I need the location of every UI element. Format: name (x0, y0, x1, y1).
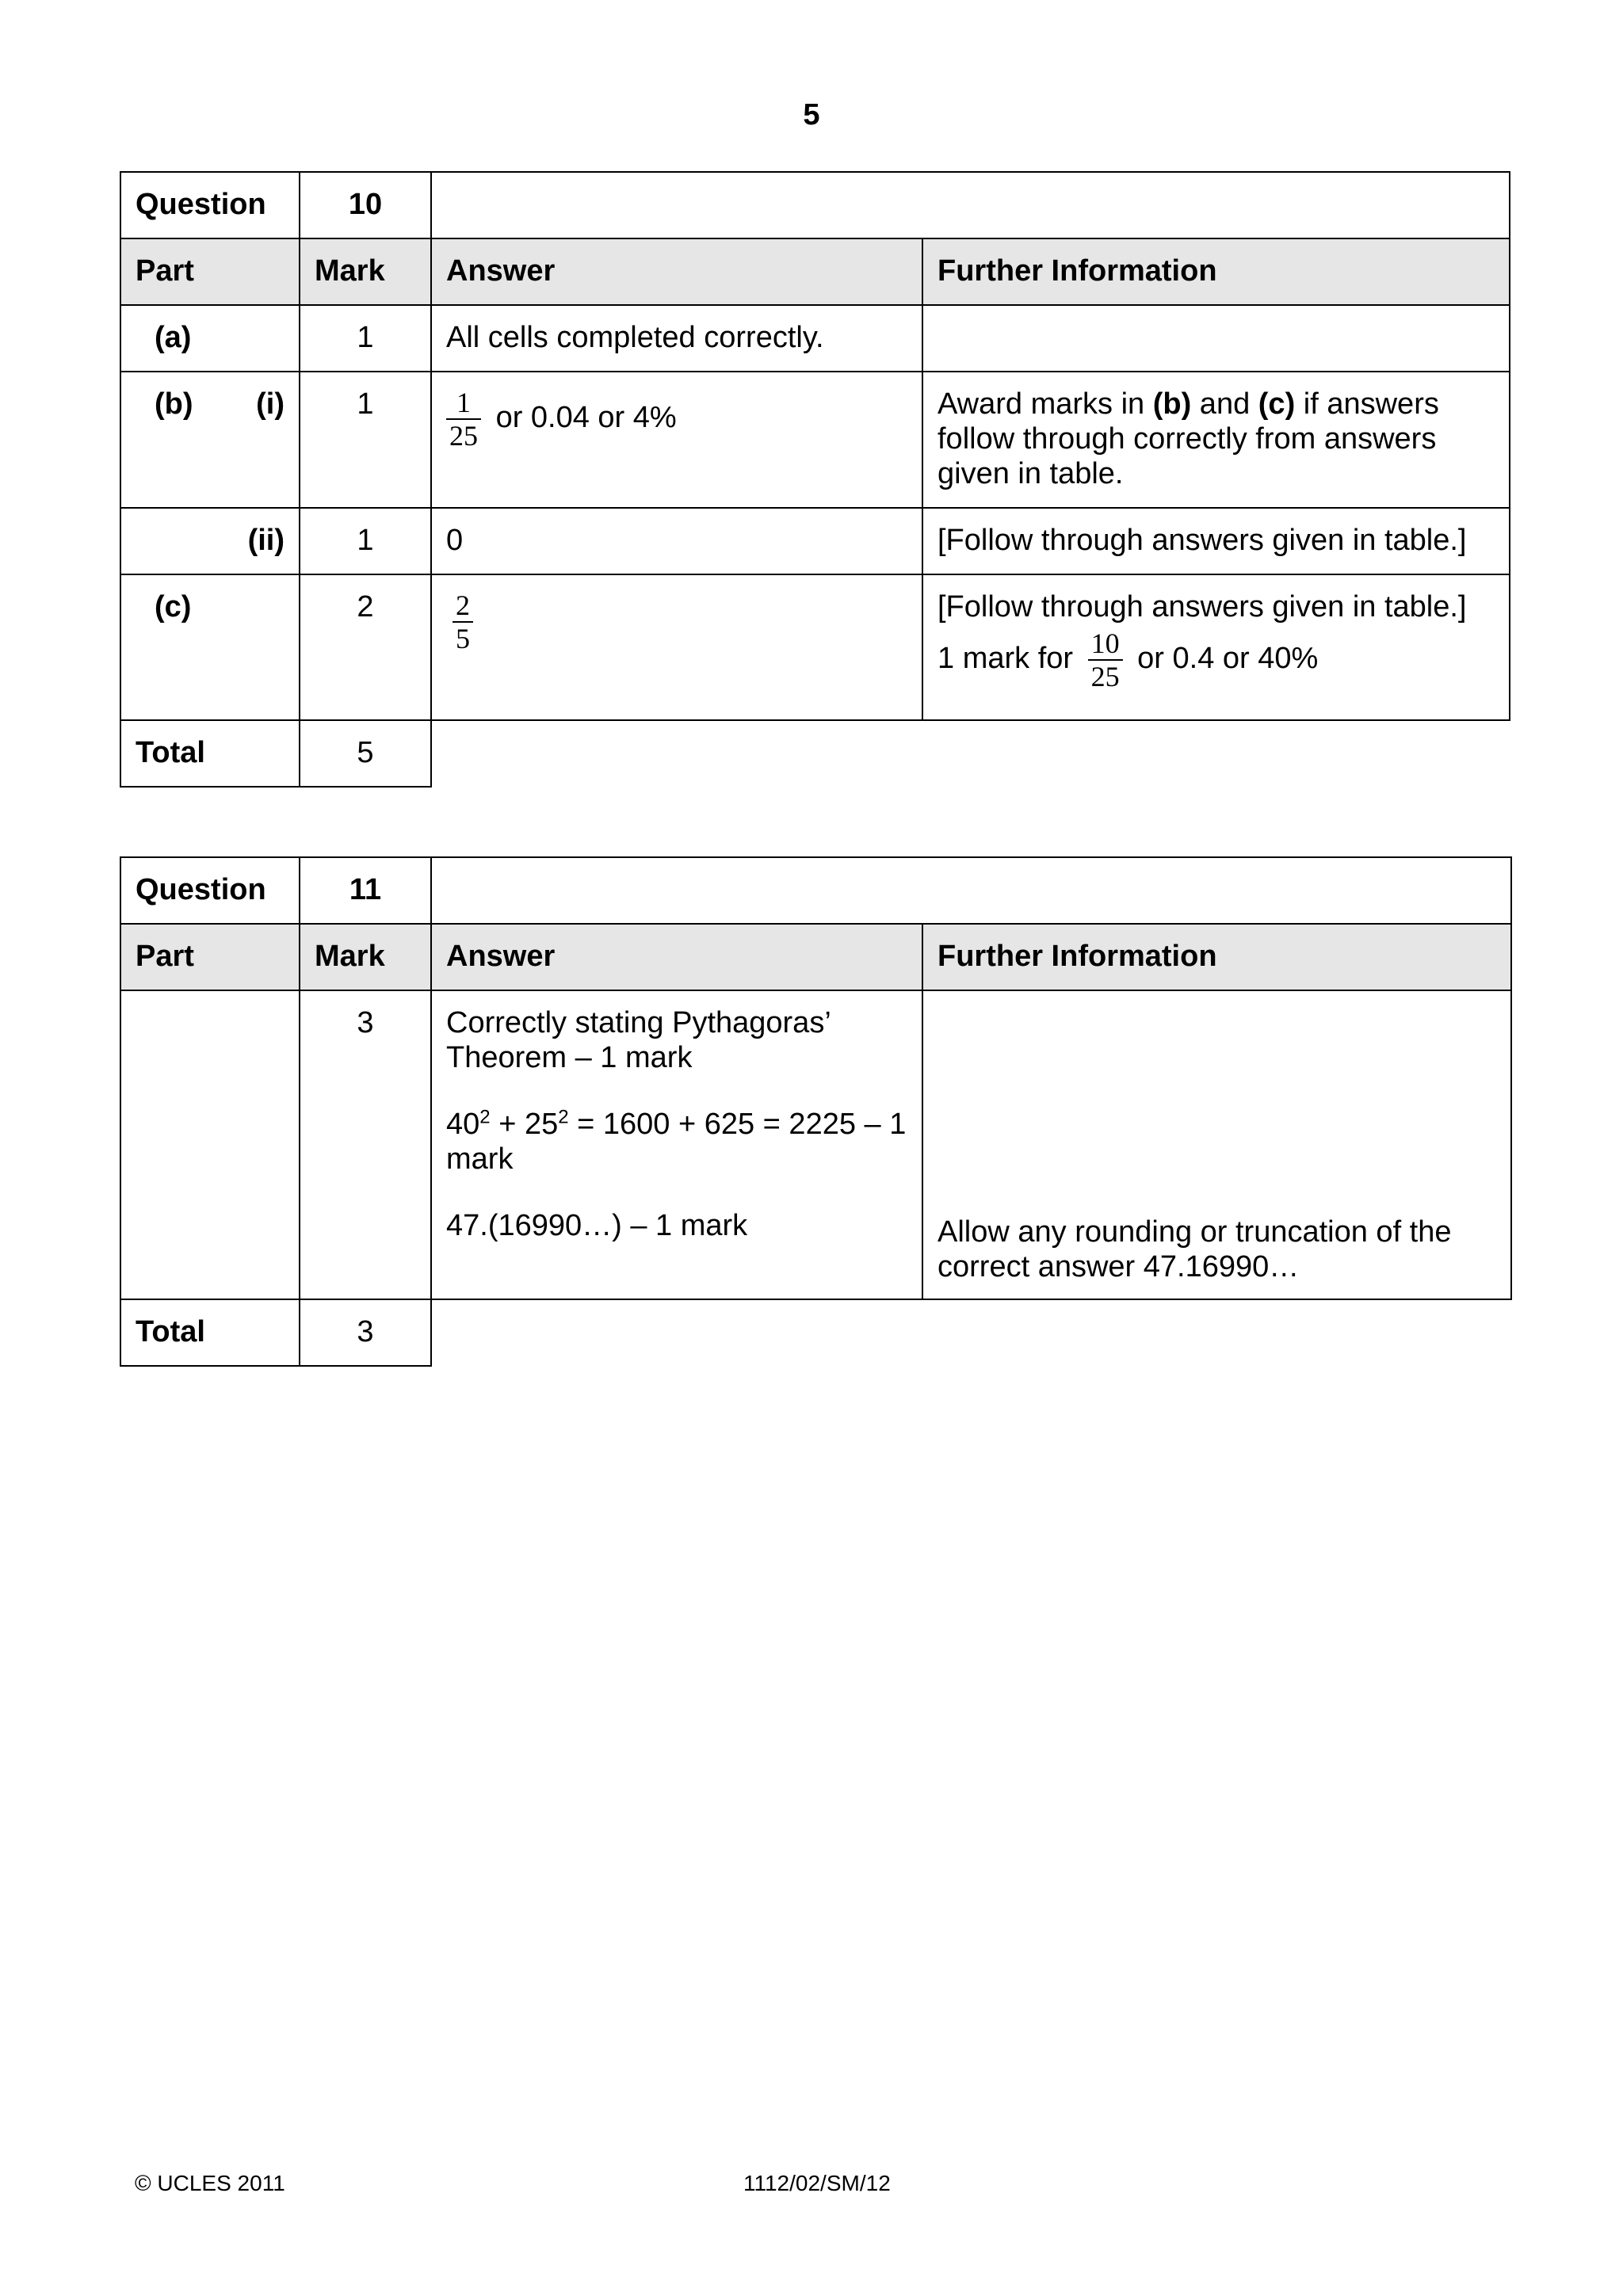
footer-copyright: © UCLES 2011 (135, 2171, 285, 2195)
total-row (120, 1299, 1511, 1366)
header-answer: Answer (431, 238, 922, 305)
question-number: 10 (300, 172, 431, 238)
fraction-numerator: 1 (456, 387, 471, 418)
fraction (446, 387, 481, 452)
part-cell (120, 574, 300, 720)
part-cell (120, 305, 300, 372)
info-text: Allow any rounding or truncation of the correct answer 47.16990… (938, 1215, 1452, 1283)
question-label: Question (120, 857, 300, 924)
subpart-label: (i) (256, 387, 285, 421)
info-line (938, 627, 1495, 692)
table-row (120, 305, 1510, 372)
info-text: if answers follow through correctly from answers given in table. (938, 387, 1439, 490)
header-part: Part (120, 238, 300, 305)
fraction (1088, 627, 1123, 692)
table-row (120, 574, 1510, 720)
table-row (120, 990, 1511, 1299)
part-label: (a) (155, 321, 192, 354)
answer-cell (431, 990, 922, 1299)
header-mark: Mark (300, 924, 431, 990)
answer-text: 40 (446, 1108, 480, 1141)
total-mark: 5 (300, 720, 431, 787)
total-label: Total (120, 720, 300, 787)
mark-cell: 1 (300, 372, 431, 508)
answer-text: or 0.04 or 4% (495, 401, 677, 435)
part-cell (120, 990, 300, 1299)
info-cell: [Follow through answers given in table.] (922, 508, 1510, 574)
info-cell (922, 372, 1510, 508)
superscript: 2 (558, 1106, 569, 1128)
fraction-denominator: 5 (453, 621, 473, 654)
fraction-denominator: 25 (446, 418, 481, 452)
info-cell (922, 990, 1511, 1299)
answer-text: + 25 (490, 1108, 559, 1141)
part-label: (b) (155, 387, 193, 421)
fraction-denominator: 25 (1088, 659, 1123, 692)
info-line: [Follow through answers given in table.] (938, 590, 1467, 624)
question-header-blank (431, 857, 1511, 924)
table-row (120, 372, 1510, 508)
answer-line: 47.(16990…) – 1 mark (446, 1209, 748, 1242)
info-cell (922, 574, 1510, 720)
question-header-blank (431, 172, 1510, 238)
table-row (120, 508, 1510, 574)
info-bold-b: (b) (1152, 387, 1192, 421)
total-label: Total (120, 1299, 300, 1366)
fraction (453, 589, 473, 654)
footer-code: 1112/02/SM/12 (743, 2171, 891, 2195)
fraction-numerator: 2 (456, 589, 470, 621)
subpart-label: (ii) (247, 524, 285, 557)
mark-cell: 2 (300, 574, 431, 720)
part-cell (120, 372, 300, 508)
header-mark: Mark (300, 238, 431, 305)
answer-line (446, 1107, 907, 1177)
fraction-numerator: 10 (1090, 627, 1120, 659)
info-text: or 0.4 or 40% (1137, 642, 1319, 676)
superscript: 2 (479, 1106, 491, 1128)
total-blank (431, 1299, 1511, 1366)
answer-text: = 1600 + 625 = 2225 – 1 mark (446, 1108, 907, 1176)
page-number: 5 (803, 98, 820, 132)
total-mark: 3 (300, 1299, 431, 1366)
question-number: 11 (300, 857, 431, 924)
header-answer: Answer (431, 924, 922, 990)
question-11-table (120, 856, 1512, 1367)
header-further-information: Further Information (922, 924, 1511, 990)
mark-cell: 1 (300, 508, 431, 574)
header-part: Part (120, 924, 300, 990)
answer-cell (431, 574, 922, 720)
header-further-information: Further Information (922, 238, 1510, 305)
answer-cell (431, 372, 922, 508)
info-bold-c: (c) (1258, 387, 1296, 421)
answer-cell: 0 (431, 508, 922, 574)
part-label: (c) (155, 590, 192, 624)
mark-cell: 3 (300, 990, 431, 1299)
mark-cell: 1 (300, 305, 431, 372)
question-label: Question (120, 172, 300, 238)
answer-line: Correctly stating Pythagoras’ Theorem – 1 mark (446, 1006, 831, 1074)
part-cell (120, 508, 300, 574)
total-blank (431, 720, 1510, 787)
info-cell (922, 305, 1510, 372)
total-row (120, 720, 1510, 787)
info-text: Award marks in (938, 387, 1153, 421)
info-text: and (1191, 387, 1258, 421)
info-text: 1 mark for (938, 642, 1074, 676)
question-10-table (120, 171, 1510, 788)
answer-cell: All cells completed correctly. (431, 305, 922, 372)
